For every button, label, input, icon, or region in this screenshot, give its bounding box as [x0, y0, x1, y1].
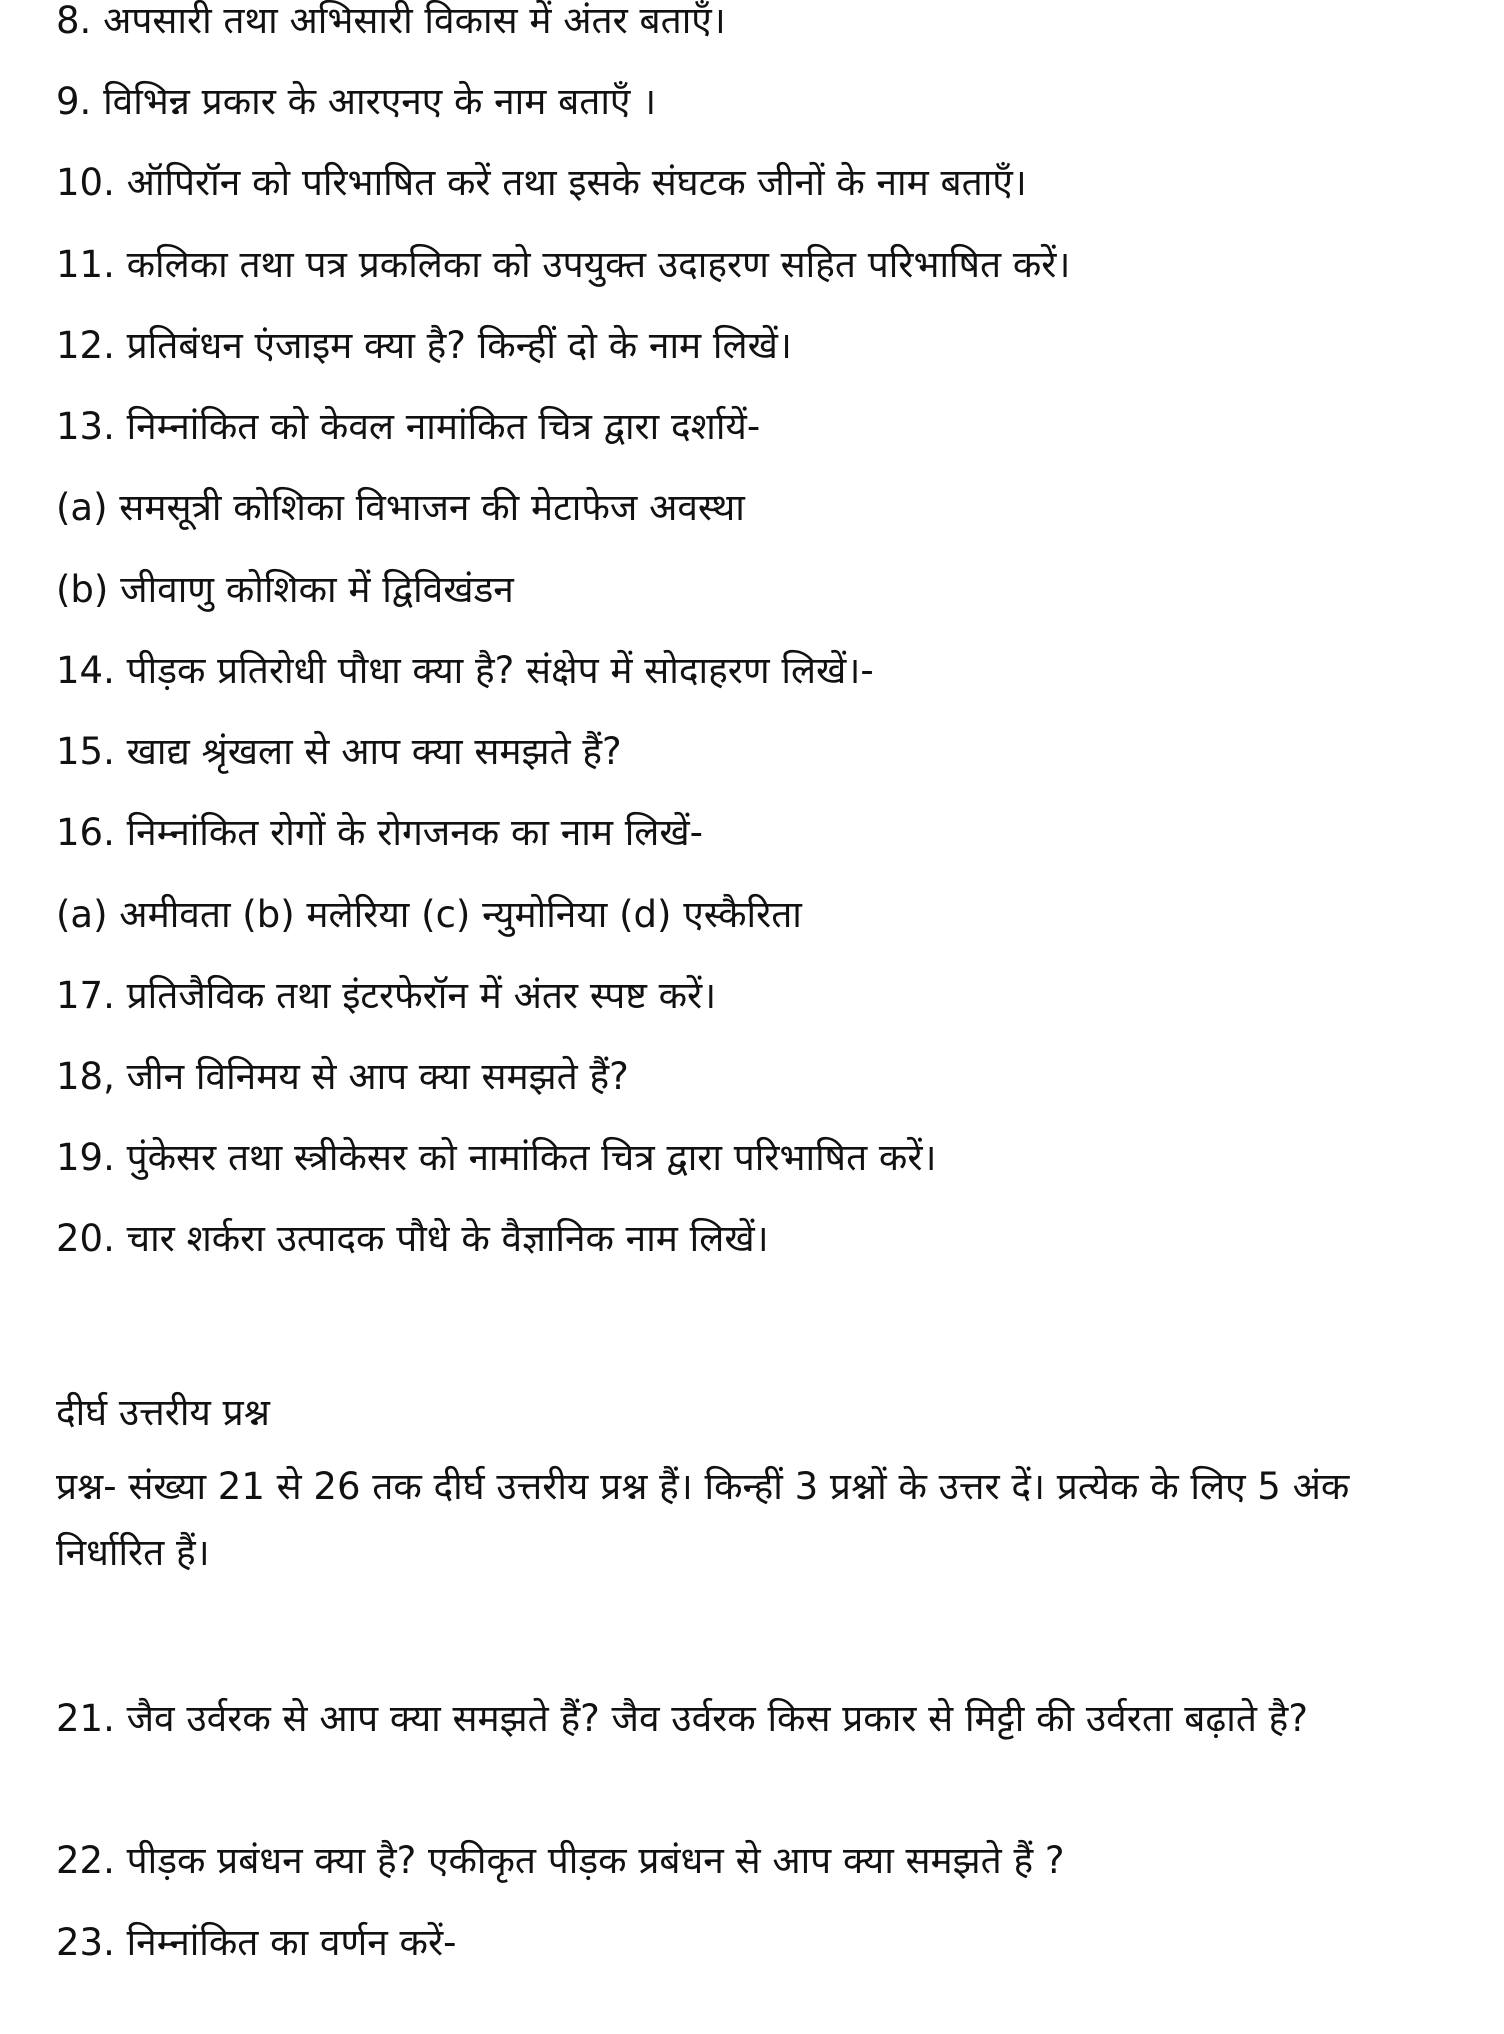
section-instruction: प्रश्न- संख्या 21 से 26 तक दीर्घ उत्तरीय प्रश्न हैं। किन्हीं 3 प्रश्नों के उत्तर दें। प्रत्येक के लिए 5 अंक निर्धारित हैं।	[56, 1465, 1350, 1574]
question-12: 12. प्रतिबंधन एंजाइम क्या है? किन्हीं दो के नाम लिखें।	[56, 324, 792, 367]
question-14: 14. पीड़क प्रतिरोधी पौधा क्या है? संक्षेप में सोदाहरण लिखें।-	[56, 649, 874, 692]
question-23: 23. निम्नांकित का वर्णन करें-	[56, 1921, 457, 1964]
question-8: 8. अपसारी तथा अभिसारी विकास में अंतर बताएँ।	[56, 0, 726, 42]
question-13-option-a: (a) समसूत्री कोशिका विभाजन की मेटाफेज अवस्था	[56, 486, 745, 529]
question-10: 10. ऑपिरॉन को परिभाषित करें तथा इसके संघटक जीनों के नाम बताएँ।	[56, 161, 1027, 204]
question-16-options: (a) अमीवता (b) मलेरिया (c) न्युमोनिया (d) एस्कैरिता	[56, 893, 802, 936]
question-16: 16. निम्नांकित रोगों के रोगजनक का नाम लिखें-	[56, 811, 703, 854]
question-19: 19. पुंकेसर तथा स्त्रीकेसर को नामांकित चित्र द्वारा परिभाषित करें।	[56, 1136, 937, 1179]
question-17: 17. प्रतिजैविक तथा इंटरफेरॉन में अंतर स्पष्ट करें।	[56, 974, 717, 1017]
question-13: 13. निम्नांकित को केवल नामांकित चित्र द्वारा दर्शायें-	[56, 405, 761, 448]
question-20: 20. चार शर्करा उत्पादक पौधे के वैज्ञानिक नाम लिखें।	[56, 1217, 769, 1260]
question-21: 21. जैव उर्वरक से आप क्या समझते हैं? जैव उर्वरक किस प्रकार से मिट्टी की उर्वरता बढ़ाते है?	[56, 1697, 1308, 1740]
section-heading: दीर्घ उत्तरीय प्रश्न	[56, 1391, 270, 1434]
question-13-option-b: (b) जीवाणु कोशिका में द्विविखंडन	[56, 568, 514, 611]
question-15: 15. खाद्य श्रृंखला से आप क्या समझते हैं?	[56, 730, 622, 773]
question-22: 22. पीड़क प्रबंधन क्या है? एकीकृत पीड़क प्रबंधन से आप क्या समझते हैं ?	[56, 1839, 1065, 1882]
question-9: 9. विभिन्न प्रकार के आरएनए के नाम बताएँ ।	[56, 80, 657, 123]
question-18: 18, जीन विनिमय से आप क्या समझते हैं?	[56, 1055, 629, 1098]
question-11: 11. कलिका तथा पत्र प्रकलिका को उपयुक्त उदाहरण सहित परिभाषित करें।	[56, 243, 1071, 286]
